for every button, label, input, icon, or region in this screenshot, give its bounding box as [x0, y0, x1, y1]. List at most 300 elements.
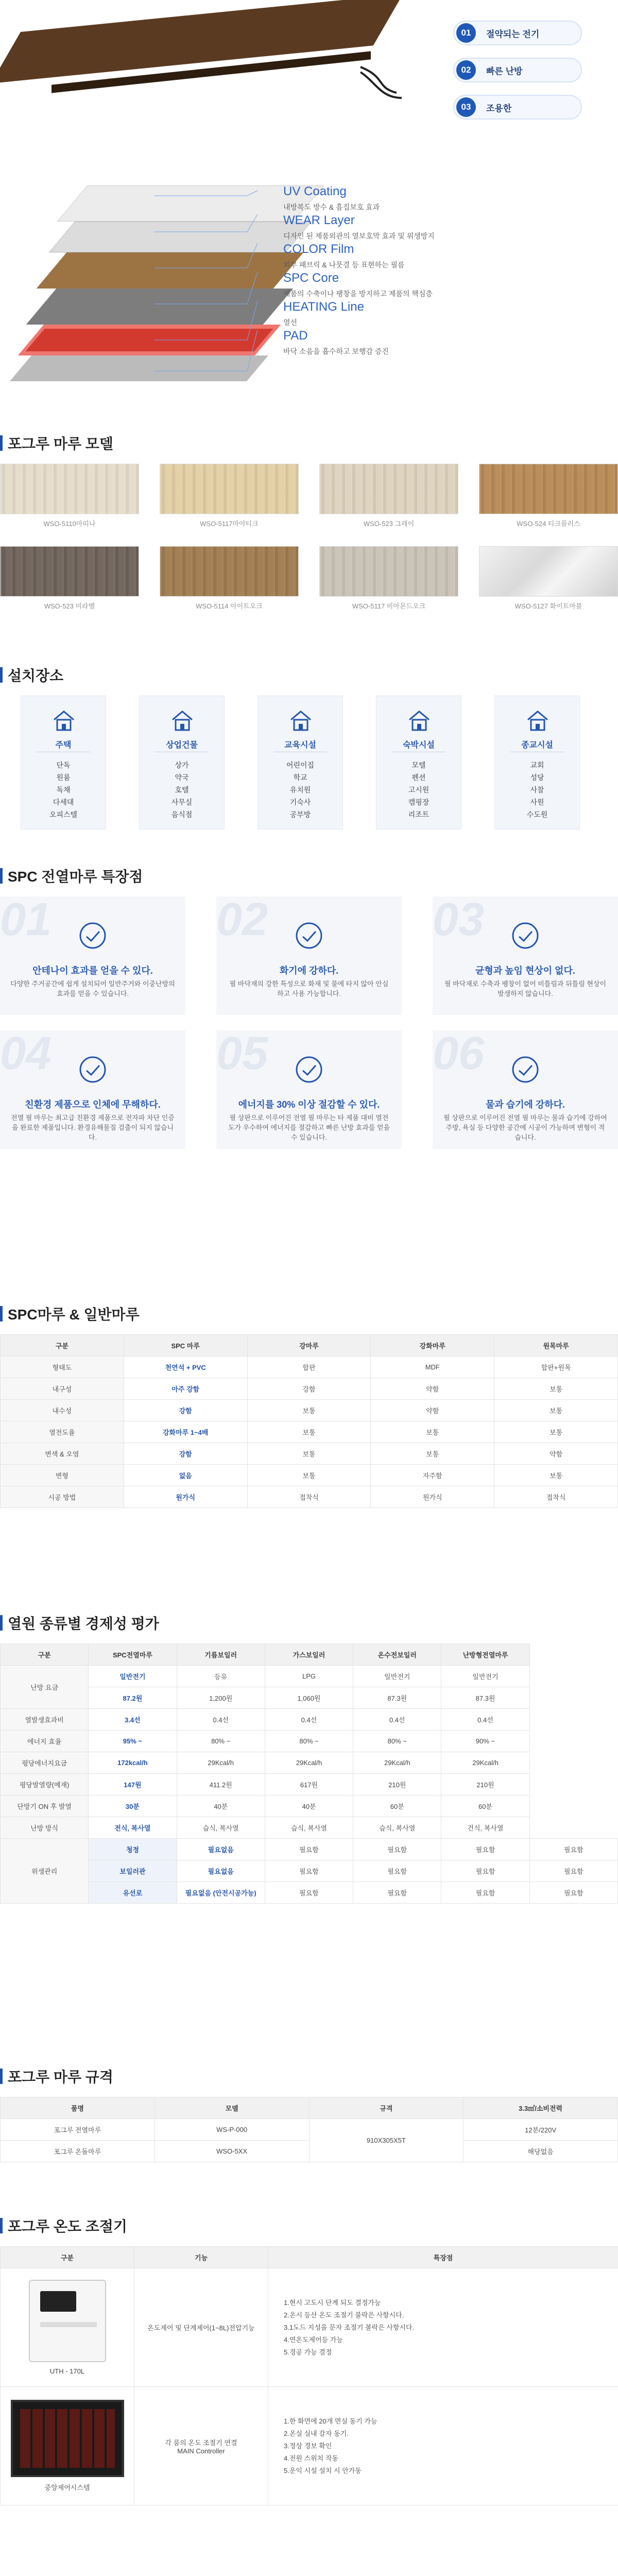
section-title	[0, 2215, 127, 2236]
economy-cell: 평당발열량(예재)	[1, 1774, 89, 1795]
economy-subhead: 위생관리	[1, 1839, 89, 1904]
place-name: 숙박시설	[403, 741, 435, 750]
feature-line: 5.경공 가능 결정	[284, 2348, 332, 2356]
compare-header: 원목마루	[494, 1335, 618, 1357]
economy-cell: 필요함	[353, 1882, 441, 1904]
economy-cell: 210원	[441, 1774, 529, 1795]
compare-cell: 보통	[494, 1421, 618, 1443]
compare-cell: 원가식	[124, 1486, 247, 1508]
economy-cell: 172kcal/h	[89, 1752, 177, 1774]
economy-section	[0, 1613, 618, 1984]
feature-heading: 균형과 높임 현상이 없다.	[475, 965, 575, 976]
place-item: 펜션	[411, 773, 426, 782]
place-item: 수도원	[526, 810, 548, 819]
pill-text: 절약되는 전기	[486, 29, 540, 39]
place-item: 사찰	[530, 786, 544, 794]
compare-cell: 없음	[124, 1465, 247, 1486]
thermostat-device-image	[29, 2280, 106, 2362]
feature-body: 다양한 주거공간에 쉽게 설치되어 일반주거와 이중난방의 효과를 얻을 수 있습니다.	[10, 980, 175, 997]
spec-header: 모델	[154, 2097, 309, 2119]
device-name: UTH - 170L	[49, 2367, 85, 2375]
compare-cell: 강함	[124, 1400, 247, 1421]
compare-cell: MDF	[371, 1357, 494, 1378]
compare-table	[0, 1334, 618, 1508]
feature-heading: 친환경 제품으로 인체에 무해하다.	[25, 1099, 161, 1110]
central-controller-image	[11, 2400, 124, 2477]
compare-cell: 강화마루 1~4배	[124, 1421, 247, 1443]
section-title	[0, 665, 63, 685]
model-name: WSO-524 티크플러스	[517, 520, 580, 528]
title-bar	[0, 868, 3, 884]
section-title	[0, 1303, 140, 1324]
title-bar	[0, 435, 3, 451]
model-swatch[interactable]	[479, 464, 618, 514]
pill-number: 03	[456, 97, 476, 117]
place-item: 호텔	[175, 786, 189, 794]
economy-cell: 필요함	[265, 1882, 353, 1904]
layer-desc: 외부 패브릭 & 나뭇결 등 표현하는 필름	[283, 261, 405, 269]
feature-icon	[77, 1054, 108, 1085]
spec-header: 규격	[309, 2097, 464, 2119]
economy-cell: 87.3원	[353, 1687, 441, 1709]
feature-body: 필 바닥재로 수축과 팽창이 없어 비틀림과 뒤틀림 현상이 발생하지 않습니다.	[444, 980, 607, 997]
economy-cell: 0.4선	[441, 1709, 529, 1731]
model-swatch[interactable]	[479, 546, 618, 597]
compare-cell: 변형	[1, 1465, 124, 1486]
compare-cell: 강함	[124, 1443, 247, 1465]
spec-section	[0, 2066, 618, 2169]
model-name: WSO-5127 화이트마블	[514, 602, 582, 610]
feature-line: 2.온실 실내 갈자 동기.	[284, 2429, 349, 2437]
place-item: 학교	[293, 773, 307, 782]
model-swatch[interactable]	[0, 464, 139, 514]
feature-number: 06	[433, 1028, 485, 1079]
layer-label-heating	[283, 300, 364, 328]
compare-cell: 약함	[371, 1400, 494, 1421]
title-bar	[0, 1306, 3, 1321]
feature-number: 03	[433, 894, 485, 945]
thermostat-display	[40, 2291, 76, 2312]
title-bar	[0, 1615, 3, 1631]
hero-section	[0, 0, 618, 118]
section-title	[0, 433, 113, 453]
building-icon	[51, 707, 77, 733]
model-name: WSO-5117 비아몬드오크	[352, 602, 426, 610]
economy-cell: 80% ~	[353, 1731, 441, 1752]
device-function: 온도제어 및 단계제어(1~8L)전압기능	[134, 2268, 268, 2387]
device-features	[268, 2387, 618, 2505]
feature-number: 04	[0, 1028, 52, 1079]
economy-cell: 29Kcal/h	[177, 1752, 265, 1774]
compare-header: 구분	[1, 1335, 124, 1357]
feature-icon	[510, 1054, 541, 1085]
compare-cell: 보통	[494, 1465, 618, 1486]
section-title-text: 포그루 마루 규격	[8, 2069, 113, 2085]
layer-title: PAD	[283, 329, 308, 343]
compare-cell: 접착식	[247, 1486, 371, 1508]
economy-cell: 87.2원	[89, 1687, 177, 1709]
section-title-text: 설치장소	[8, 668, 64, 684]
place-item: 기숙사	[289, 798, 311, 806]
feature-card	[216, 896, 402, 1015]
feature-line: 1.현시 고도시 단계 되도 결정가능	[284, 2298, 381, 2307]
model-swatch[interactable]	[160, 464, 299, 514]
layer-desc: 제품의 수축이나 팽창을 방지하고 제품의 핵심층	[283, 290, 433, 298]
thermo-header: 구분	[1, 2247, 134, 2268]
thermo-header: 특장점	[268, 2247, 618, 2268]
layer-label-spc	[283, 271, 433, 299]
economy-cell: 필요함	[265, 1860, 353, 1882]
floor-plank-image	[21, 21, 402, 98]
layer-title: UV Coating	[283, 184, 347, 198]
model-name: WSO-5114 아이트오크	[196, 602, 263, 610]
pill-number: 01	[456, 23, 476, 43]
feature-body: 전열 필 마루는 최고급 친환경 제품으로 전자파 차단 인증을 완료한 제품입니다. 환경유해물질 검출이 되지 않습니다.	[11, 1114, 175, 1141]
compare-cell: 접착식	[494, 1486, 618, 1508]
feature-number: 02	[216, 894, 268, 945]
device-function: 각 룸의 온도 조절기 연결 MAIN Controller	[134, 2387, 268, 2505]
model-swatch[interactable]	[0, 546, 139, 597]
economy-cell: 필요함	[529, 1860, 617, 1882]
economy-cell: 40분	[265, 1795, 353, 1817]
feature-body: 필 상판으로 이루어진 전열 필 마루는 물과 습기에 강하여 주방, 욕실 등 다양한 공간에 시공이 가능하며 변형이 적습니다.	[443, 1114, 607, 1141]
pill-quiet	[453, 95, 582, 120]
feature-card	[0, 1030, 185, 1149]
economy-cell: 1,060원	[265, 1687, 353, 1709]
feature-body: 필 상판으로 이루어진 전열 필 마루는 타 제품 대비 열전도가 우수하여 에너지를 절감하고 빠른 난방 효과를 얻을 수 있습니다.	[228, 1114, 390, 1141]
layer-desc: 디자인 된 제품외관의 열보호막 효과 및 위생방지	[283, 232, 435, 240]
spec-header: 3.3㎡/소비전력	[464, 2097, 618, 2119]
feature-line: 5.운익 시설 설치 시 안가동	[284, 2466, 362, 2475]
economy-cell: 습식, 복사열	[177, 1817, 265, 1839]
place-item: 사원	[530, 798, 544, 806]
device-name: 중앙제어시스템	[44, 2484, 90, 2492]
place-name: 주택	[55, 741, 72, 750]
compare-cell: 형태도	[1, 1357, 124, 1378]
building-icon	[169, 707, 195, 733]
title-bar	[0, 2218, 3, 2233]
economy-cell: 필요함	[265, 1839, 353, 1860]
title-bar	[0, 2069, 3, 2084]
place-item: 성당	[530, 773, 544, 782]
layer-title: HEATING Line	[283, 300, 364, 314]
economy-cell: 일반전기	[353, 1666, 441, 1687]
feature-card	[433, 896, 618, 1015]
place-item: 리조트	[408, 810, 430, 819]
economy-cell: 습식, 복사열	[265, 1817, 353, 1839]
compare-header: 강화마루	[371, 1335, 494, 1357]
economy-cell: 필요함	[353, 1839, 441, 1860]
layer-desc: 내방복도 방수 & 흠집보호 효과	[283, 203, 380, 211]
economy-cell: 90% ~	[441, 1731, 529, 1752]
economy-cell: 617원	[265, 1774, 353, 1795]
building-icon	[406, 707, 432, 733]
place-item: 원룸	[56, 773, 71, 782]
economy-cell: 40분	[177, 1795, 265, 1817]
compare-header: SPC 마루	[124, 1335, 247, 1357]
section-title	[0, 1613, 159, 1633]
economy-cell: 난방 요금	[1, 1666, 89, 1709]
economy-cell: 필요없음	[177, 1839, 265, 1860]
compare-cell: 합판+원목	[494, 1357, 618, 1378]
economy-cell: 29Kcal/h	[265, 1752, 353, 1774]
feature-number: 01	[0, 894, 52, 945]
economy-cell: 일반전기	[441, 1666, 529, 1687]
place-items	[376, 759, 461, 821]
economy-header: 난방형전열마루	[441, 1644, 529, 1666]
compare-cell: 보통	[371, 1421, 494, 1443]
model-swatch[interactable]	[319, 464, 458, 514]
place-item: 어린이집	[286, 761, 315, 769]
compare-cell: 보통	[247, 1465, 371, 1486]
feature-icon	[294, 920, 324, 951]
spec-cell: 포그루 온돌마루	[1, 2141, 155, 2162]
economy-cell: 1,200원	[177, 1687, 265, 1709]
place-item: 모텔	[411, 761, 426, 769]
economy-cell: 60분	[353, 1795, 441, 1817]
pill-fast-heat	[453, 58, 582, 82]
layer-desc: 열선	[283, 318, 298, 327]
model-swatch[interactable]	[319, 546, 458, 597]
economy-cell: 난방 방식	[1, 1817, 89, 1839]
economy-cell: 80% ~	[177, 1731, 265, 1752]
spec-cell: WSO-5XX	[154, 2141, 309, 2162]
economy-cell: 210원	[353, 1774, 441, 1795]
economy-cell: 전식, 복사열	[89, 1817, 177, 1839]
spec-size: 910X305X5T	[309, 2119, 464, 2162]
compare-cell: 자주함	[371, 1465, 494, 1486]
economy-cell: 필요함	[441, 1839, 529, 1860]
layer-label-uv	[283, 184, 380, 212]
compare-cell: 시공 방법	[1, 1486, 124, 1508]
model-name: WSO-523 미라벨	[44, 602, 95, 610]
section-title-text: 포그루 온도 조절기	[8, 2218, 127, 2234]
compare-cell: 보통	[247, 1421, 371, 1443]
model-swatch[interactable]	[160, 546, 299, 597]
place-item: 단독	[56, 761, 71, 769]
economy-header: 가스보일러	[265, 1644, 353, 1666]
feature-icon	[294, 1054, 324, 1085]
places-section	[0, 665, 618, 835]
economy-header: 온수전보일러	[353, 1644, 441, 1666]
spec-power: 해당없음	[464, 2141, 618, 2162]
thermo-device-cell	[1, 2387, 134, 2505]
economy-cell: 필요없음 (안전시공가능)	[177, 1882, 265, 1904]
economy-cell: 29Kcal/h	[441, 1752, 529, 1774]
place-card	[21, 696, 106, 829]
spec-header: 품명	[1, 2097, 155, 2119]
economy-cell: 3.4선	[89, 1709, 177, 1731]
economy-cell: 평당에너지요금	[1, 1752, 89, 1774]
model-name: WSO-5117마야티크	[200, 520, 259, 528]
compare-cell: 합판	[247, 1357, 371, 1378]
feature-card	[216, 1030, 402, 1149]
compare-cell: 천연석 + PVC	[124, 1357, 247, 1378]
building-icon	[288, 707, 314, 733]
place-card	[258, 696, 343, 829]
economy-cell: 0.4선	[265, 1709, 353, 1731]
place-item: 캠핑장	[408, 798, 430, 806]
controller-screen	[20, 2409, 115, 2468]
section-title-text: 포그루 마루 모델	[8, 436, 113, 452]
economy-cell: 29Kcal/h	[353, 1752, 441, 1774]
pill-energy	[453, 21, 582, 45]
place-items	[495, 759, 579, 821]
thermostat-table	[0, 2246, 618, 2505]
place-item: 고시원	[408, 786, 430, 794]
thermostat-section	[0, 2215, 618, 2555]
place-item: 독채	[56, 786, 71, 794]
economy-header: 기름보일러	[177, 1644, 265, 1666]
economy-cell: LPG	[265, 1666, 353, 1687]
layer-leader-lines	[154, 185, 268, 392]
pill-text: 조용한	[486, 103, 512, 113]
place-name: 교육시설	[284, 741, 316, 750]
economy-cell: 단방기 ON 후 발열	[1, 1795, 89, 1817]
economy-cell: 95% ~	[89, 1731, 177, 1752]
compare-cell: 보통	[247, 1400, 371, 1421]
section-title-text: SPC마루 & 일반마루	[8, 1307, 140, 1323]
building-icon	[525, 707, 551, 733]
economy-cell: 열발생효과비	[1, 1709, 89, 1731]
place-card	[494, 696, 580, 829]
compare-cell: 내수성	[1, 1400, 124, 1421]
economy-cell: 30분	[89, 1795, 177, 1817]
economy-cell: 필요없음	[177, 1860, 265, 1882]
economy-cell: 147원	[89, 1774, 177, 1795]
compare-cell: 보통	[247, 1443, 371, 1465]
spec-cell: 포그루 전열마루	[1, 2119, 155, 2141]
compare-section	[0, 1303, 618, 1561]
economy-cell: 60분	[441, 1795, 529, 1817]
economy-cell: 필요함	[529, 1839, 617, 1860]
compare-cell: 강함	[247, 1378, 371, 1400]
feature-line: 4.연온도제어등 가능	[284, 2335, 343, 2344]
thermostat-buttons	[40, 2322, 97, 2327]
place-item: 약국	[175, 773, 189, 782]
compare-cell: 내구성	[1, 1378, 124, 1400]
spec-power: 12분/220V	[464, 2119, 618, 2141]
feature-heading: 안테나이 효과를 얻을 수 있다.	[32, 965, 153, 976]
compare-cell: 보통	[371, 1443, 494, 1465]
section-title	[0, 866, 143, 886]
compare-cell: 아주 강함	[124, 1378, 247, 1400]
place-item: 상가	[175, 761, 189, 769]
layer-title: WEAR Layer	[283, 213, 355, 227]
thermo-device-cell	[1, 2268, 134, 2387]
layer-title: COLOR Film	[283, 242, 354, 256]
feature-card	[0, 896, 185, 1015]
economy-cell: 411.2원	[177, 1774, 265, 1795]
feature-icon	[77, 920, 108, 951]
models-section	[0, 433, 618, 629]
economy-cell: 일반전기	[89, 1666, 177, 1687]
feature-heading: 물과 습기에 강하다.	[485, 1099, 565, 1110]
place-card	[376, 696, 461, 829]
economy-table	[0, 1643, 618, 1904]
place-item: 오피스텔	[49, 810, 78, 819]
compare-cell: 보통	[494, 1378, 618, 1400]
feature-body: 필 바닥재의 강한 특성으로 화재 및 불에 타지 않아 안심하고 사용 가능합니다.	[229, 980, 389, 997]
economy-cell: 필요함	[353, 1860, 441, 1882]
economy-sub: 보일러관	[89, 1860, 177, 1882]
section-title	[0, 2066, 113, 2087]
economy-sub: 유선로	[89, 1882, 177, 1904]
place-item: 교회	[530, 761, 544, 769]
section-title-text: 열원 종류별 경제성 평가	[8, 1616, 159, 1632]
place-item: 음식점	[171, 810, 193, 819]
economy-cell: 필요함	[441, 1860, 529, 1882]
layer-title: SPC Core	[283, 271, 339, 285]
feature-heading: 에너지를 30% 이상 절감할 수 있다.	[238, 1099, 380, 1110]
pill-text: 빠른 난방	[486, 66, 523, 76]
compare-cell: 열전도율	[1, 1421, 124, 1443]
feature-icon	[510, 920, 541, 951]
power-cable-icon	[355, 41, 407, 103]
economy-cell: 습식, 복사열	[353, 1817, 441, 1839]
place-item: 공부방	[289, 810, 311, 819]
layers-section	[0, 175, 618, 407]
economy-header: SPC전열마루	[89, 1644, 177, 1666]
economy-cell: 0.4선	[177, 1709, 265, 1731]
place-item: 유치원	[289, 786, 311, 794]
economy-cell: 에너지 효율	[1, 1731, 89, 1752]
compare-cell: 보통	[494, 1400, 618, 1421]
economy-cell: 0.4선	[353, 1709, 441, 1731]
place-name: 종교시설	[521, 741, 553, 750]
layer-desc: 바닥 소음을 흡수하고 보행감 증진	[283, 347, 389, 355]
compare-header: 강마루	[247, 1335, 371, 1357]
place-item: 다세대	[53, 798, 74, 806]
place-items	[140, 759, 224, 821]
features-section	[0, 866, 618, 1293]
compare-cell: 원가식	[371, 1486, 494, 1508]
feature-line: 2.온시 등산 온도 조절기 불락은 사항시다.	[284, 2311, 404, 2319]
spec-table	[0, 2097, 618, 2162]
model-name: WSO-5110마띠나	[43, 520, 96, 528]
economy-cell: 등유	[177, 1666, 265, 1687]
feature-card	[433, 1030, 618, 1149]
feature-line: 1.한 화면에 20개 면실 동기 가능	[284, 2417, 377, 2425]
place-items	[258, 759, 342, 821]
economy-cell: 건식, 복사열	[441, 1817, 529, 1839]
economy-header: 구분	[1, 1644, 89, 1666]
spec-cell: WS-P-000	[154, 2119, 309, 2141]
economy-sub: 청정	[89, 1839, 177, 1860]
feature-number: 05	[216, 1028, 268, 1079]
economy-cell: 필요함	[441, 1882, 529, 1904]
feature-heading: 화기에 강하다.	[279, 965, 339, 976]
layer-label-pad	[283, 329, 389, 357]
compare-cell: 약함	[494, 1443, 618, 1465]
place-item: 사무실	[171, 798, 193, 806]
place-card	[139, 696, 225, 829]
economy-cell: 필요함	[529, 1882, 617, 1904]
layer-label-wear	[283, 213, 435, 241]
device-features	[268, 2268, 618, 2387]
economy-cell: 87.3원	[441, 1687, 529, 1709]
layer-label-color	[283, 242, 405, 270]
feature-line: 3.정상 경보 확인	[284, 2442, 332, 2450]
pill-number: 02	[456, 60, 476, 80]
feature-line: 4.전원 스위치 작동	[284, 2454, 338, 2462]
model-name: WSO-523 그레이	[363, 520, 415, 528]
compare-cell: 변색 & 오염	[1, 1443, 124, 1465]
place-name: 상업건물	[166, 741, 198, 750]
economy-cell: 80% ~	[265, 1731, 353, 1752]
compare-cell: 약함	[371, 1378, 494, 1400]
title-bar	[0, 667, 3, 683]
